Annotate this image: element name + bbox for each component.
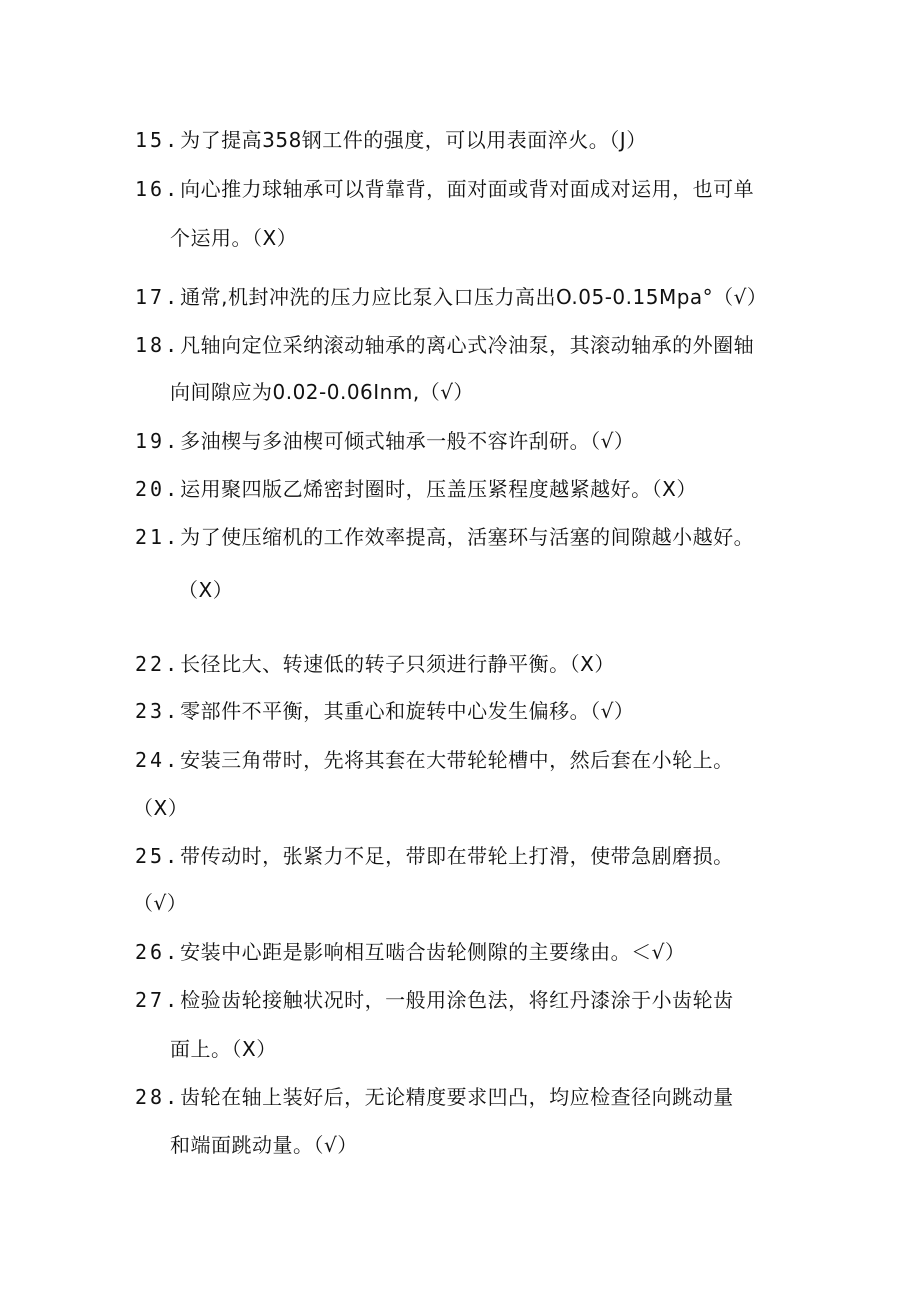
item-number: 25.: [135, 844, 181, 868]
item-number: 22.: [135, 652, 181, 676]
item-text: 通常,机封冲洗的压力应比泵入口压力高出O.05-0.15Mpa°（√）: [180, 285, 768, 309]
item-number: 16.: [135, 177, 181, 201]
item-text: 齿轮在轴上装好后，无论精度要求凹凸，均应检查径向跳动量: [180, 1085, 734, 1109]
item-text: 凡轴向定位采纳滚动轴承的离心式冷油泵，其滚动轴承的外圈轴: [180, 333, 755, 357]
item-text: 检验齿轮接触状况时，一般用涂色法，将红丹漆涂于小齿轮齿: [180, 988, 734, 1012]
item-23: [135, 697, 634, 725]
item-number: 27.: [135, 988, 181, 1012]
item-number: 21.: [135, 525, 181, 549]
item-number: 20.: [135, 477, 181, 501]
item-15: [135, 126, 647, 154]
item-19: [135, 427, 634, 455]
item-text: 零部件不平衡，其重心和旋转中心发生偏移。（√）: [180, 699, 635, 723]
item-27-continuation: 面上。（X）: [170, 1037, 277, 1061]
item-number: 24.: [135, 748, 181, 772]
item-16-continuation: 个运用。（X）: [170, 226, 298, 250]
item-24: [135, 746, 734, 774]
item-16: [135, 175, 754, 203]
item-text: 向心推力球轴承可以背靠背，面对面或背对面成对运用，也可单: [180, 177, 755, 201]
item-26: [135, 938, 685, 966]
item-number: 23.: [135, 699, 181, 723]
item-18: [135, 331, 754, 359]
item-number: 26.: [135, 940, 181, 964]
item-21: [135, 523, 754, 551]
item-text: 长径比大、转速低的转子只须进行静平衡。（X）: [180, 652, 615, 676]
item-20: [135, 475, 697, 503]
item-28-continuation: 和端面跳动量。（√）: [170, 1133, 358, 1157]
item-24-continuation: （X）: [133, 796, 189, 820]
item-text: 多油楔与多油楔可倾式轴承一般不容许刮研。（√）: [180, 429, 635, 453]
item-25-continuation: （√）: [133, 891, 188, 915]
item-text: 安装中心距是影响相互啮合齿轮侧隙的主要缘由。＜√）: [180, 940, 686, 964]
item-18-continuation: 向间隙应为0.02-0.06Inm,（√）: [170, 380, 474, 404]
item-number: 28.: [135, 1085, 181, 1109]
item-text: 为了使压缩机的工作效率提高，活塞环与活塞的间隙越小越好。: [180, 525, 755, 549]
item-number: 18.: [135, 333, 181, 357]
item-text: 为了提高358钢工件的强度，可以用表面淬火。（J）: [180, 128, 647, 152]
item-17: [135, 283, 767, 311]
item-number: 17.: [135, 285, 181, 309]
item-number: 19.: [135, 429, 181, 453]
item-22: [135, 650, 615, 678]
item-text: 运用聚四版乙烯密封圈时，压盖压紧程度越紧越好。（X）: [180, 477, 697, 501]
item-28: [135, 1083, 734, 1111]
item-25: [135, 842, 734, 870]
item-text: 带传动时，张紧力不足，带即在带轮上打滑，使带急剧磨损。: [180, 844, 734, 868]
item-21-continuation: （X）: [178, 578, 234, 602]
item-number: 15.: [135, 128, 181, 152]
item-text: 安装三角带时，先将其套在大带轮轮槽中，然后套在小轮上。: [180, 748, 734, 772]
item-27: [135, 986, 734, 1014]
